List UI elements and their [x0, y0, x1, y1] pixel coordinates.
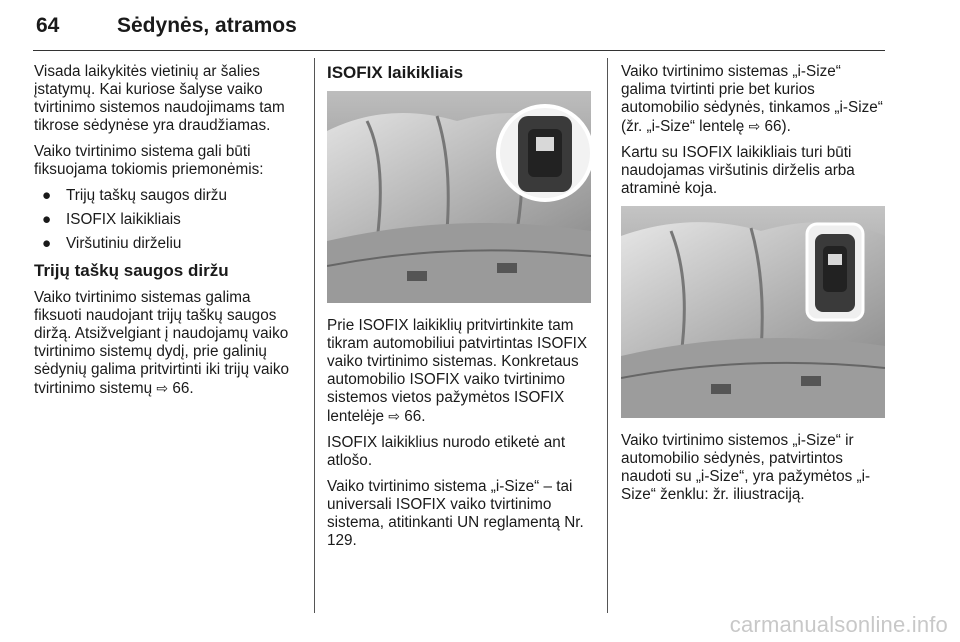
isize-seat-illustration — [621, 206, 885, 418]
section-heading-isofix: ISOFIX laikikliais — [327, 63, 464, 82]
reference-arrow-icon: ⇨ — [388, 408, 400, 424]
list-item: ● Viršutiniu dirželiu — [42, 235, 182, 252]
paragraph-three-point-belt: Vaiko tvirtinimo sistemas galima fiksuoti naudojant trijų taškų saugos diržą. Atsižvelgiant į naudojamų vaiko tvirtinimo sistemų dydį, prie galinių sėdynių galima pritvirtinti iki trijų vaiko tvirtinimo sistemų ⇨ 66. — [34, 289, 290, 397]
column-2 — [327, 63, 595, 558]
reference-arrow-icon: ⇨ — [748, 118, 761, 134]
chapter-title: Sėdynės, atramos — [117, 14, 297, 37]
bullet-icon: ● — [42, 187, 52, 204]
paragraph-isofix-label: ISOFIX laikiklius nurodo etiketė ant atlošo. — [327, 434, 566, 469]
paragraph-isize-seats: Vaiko tvirtinimo sistemas „i-Size“ galima tvirtinti prie bet kurios automobilio sėdynės, tinkamos „i-Size“ (žr. „i-Size“ lentelę ⇨ 66). — [621, 63, 883, 135]
list-item: ● Trijų taškų saugos diržu — [42, 187, 227, 204]
bullet-icon: ● — [42, 211, 52, 228]
bullet-icon: ● — [42, 235, 52, 252]
paragraph-top-tether: Kartu su ISOFIX laikikliais turi būti naudojamas viršutinis dirželis arba atraminė koja. — [621, 144, 855, 197]
column-3 — [621, 63, 889, 512]
list-item: ● ISOFIX laikikliais — [42, 211, 181, 228]
reference-arrow-icon: ⇨ — [156, 380, 169, 396]
watermark: carmanualsonline.info — [729, 612, 948, 637]
paragraph-isize-marking: Vaiko tvirtinimo sistemos „i-Size“ ir automobilio sėdynės, patvirtintos naudoti su „i-Size“, yra pažymėtos „i-Size“ ženklu: žr. iliustraciją. — [621, 432, 871, 503]
column-divider-1 — [314, 58, 315, 613]
page-number: 64 — [36, 14, 60, 37]
section-heading-three-point-belt: Trijų taškų saugos diržu — [34, 261, 229, 280]
fixing-methods-list — [34, 187, 302, 253]
paragraph-laws: Visada laikykitės vietinių ar šalies įstatymų. Kai kuriose šalyse vaiko tvirtinimo sistemos naudojimams tam tikrose sėdynėse yra draudžiamas. — [34, 63, 285, 134]
isofix-seat-illustration — [327, 91, 591, 303]
column-divider-2 — [607, 58, 608, 613]
paragraph-isize-definition: Vaiko tvirtinimo sistema „i-Size“ – tai universali ISOFIX vaiko tvirtinimo sistema, atitinkanti UN reglamentą Nr. 129. — [327, 478, 584, 549]
paragraph-fixing-means: Vaiko tvirtinimo sistema gali būti fiksuojama tokiomis priemonėmis: — [34, 143, 264, 178]
page-header — [33, 0, 885, 51]
column-1 — [34, 63, 302, 406]
paragraph-isofix-attach: Prie ISOFIX laikiklių pritvirtinkite tam tikram automobiliui patvirtintas ISOFIX vaiko tvirtinimo sistemas. Konkretaus automobilio ISOFIX vaiko tvirtinimo sistemos vietos pažymėtos ISOFIX lentelėje ⇨ 66. — [327, 317, 588, 425]
